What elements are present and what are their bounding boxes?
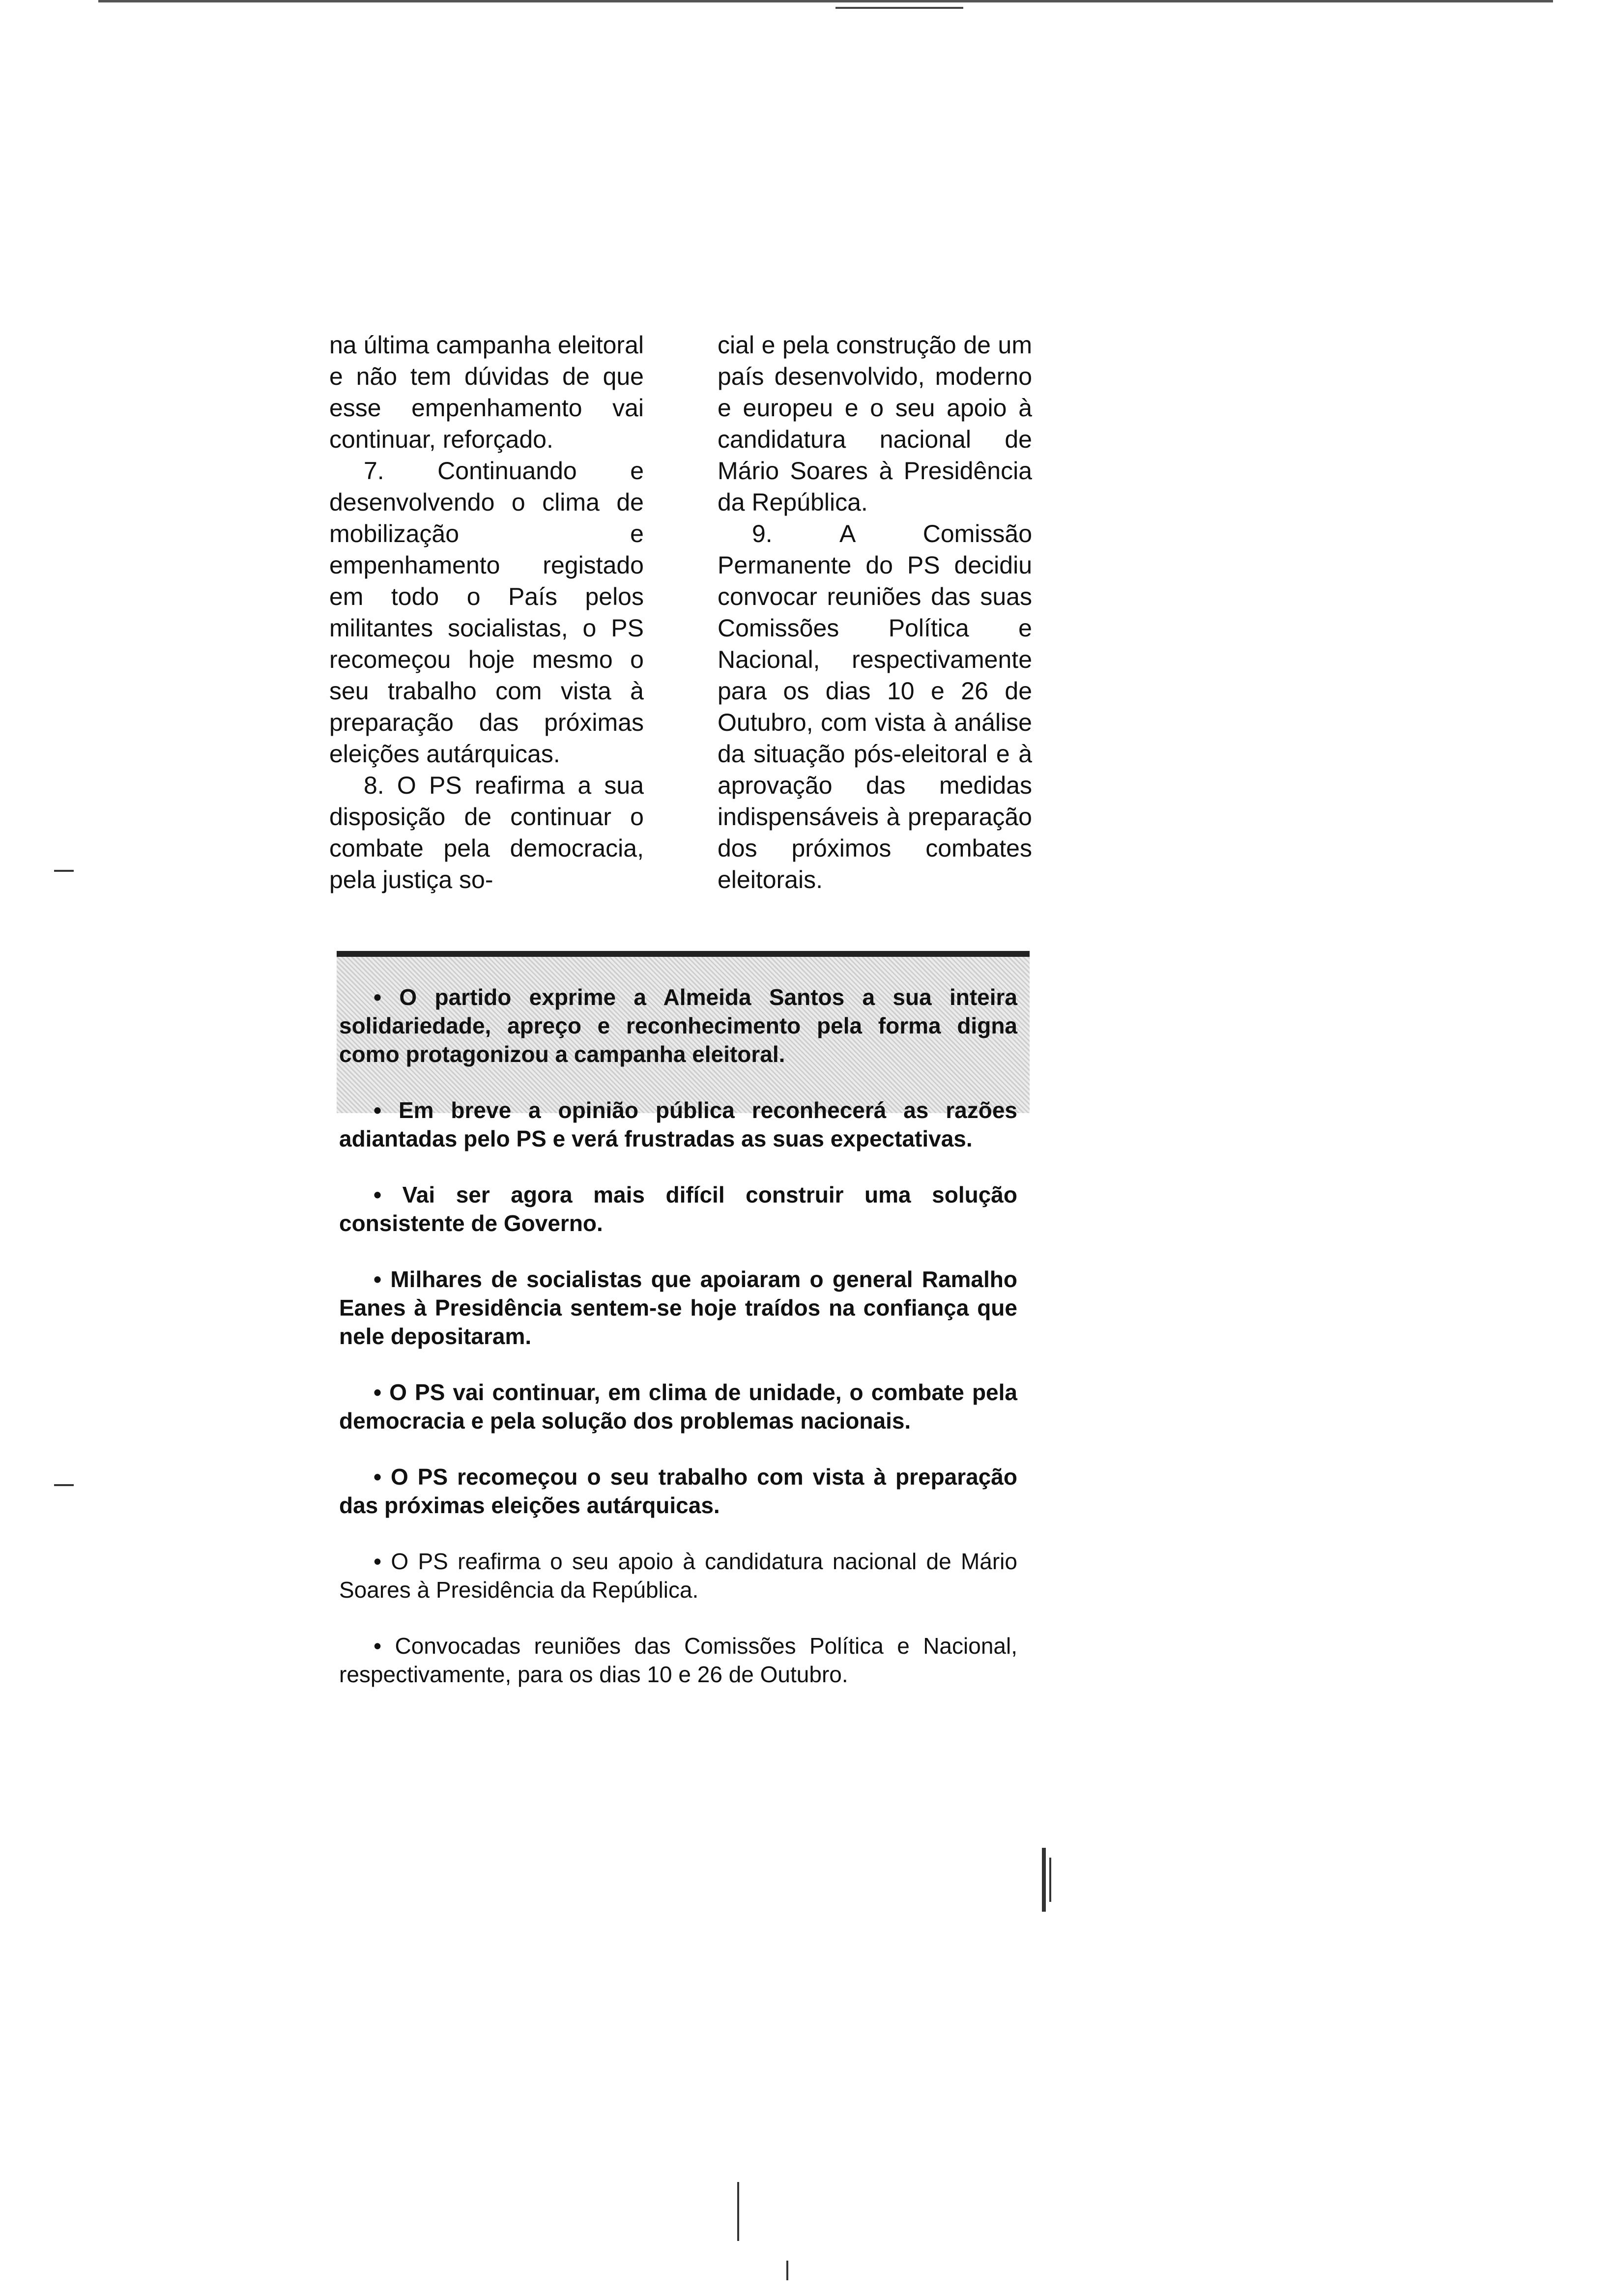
scan-margin-mark bbox=[54, 1484, 74, 1486]
highlight-item: • O PS vai continuar, em clima de unidade, o combate pela democracia e pela solução dos problemas nacionais. bbox=[339, 1379, 1017, 1434]
scan-margin-mark bbox=[1042, 1848, 1046, 1912]
highlight-item: • Vai ser agora mais difícil construir uma solução consistente de Governo. bbox=[339, 1182, 1017, 1236]
highlight-item: • Convocadas reuniões das Comissões Política e Nacional, respectivamente, para os dias 10 e 26 de Outubro. bbox=[339, 1633, 1017, 1687]
highlight-item: • O PS recomeçou o seu trabalho com vista à preparação das próximas eleições autárquicas. bbox=[339, 1464, 1017, 1518]
scan-margin-mark bbox=[54, 870, 74, 872]
scan-margin-mark bbox=[786, 2261, 788, 2280]
highlight-item: • Em breve a opinião pública reconhecerá as razões adiantadas pelo PS e verá frustradas as suas expectativas. bbox=[339, 1097, 1017, 1151]
article-columns bbox=[329, 329, 1032, 895]
article-body bbox=[329, 329, 1032, 895]
highlight-item: • O partido exprime a Almeida Santos a sua inteira solidariedade, apreço e reconhecimento pela forma digna como protagonizou a campanha eleitoral. bbox=[339, 984, 1017, 1067]
right-column bbox=[718, 329, 1032, 895]
paragraph-9: 9. A Comissão Permanente do PS decidiu convocar reuniões das suas Comissões Política e Nacional, respectivamente para os dias 10 e 26 de Outubro, com vista à análise da situação pós-eleitoral e à aprovação das medidas indispensáveis à preparação dos próximos combates eleitorais. bbox=[718, 520, 1032, 893]
paragraph-8: 8. O PS reafirma a sua disposição de continuar o combate pela democracia, pela justiça so- bbox=[329, 772, 644, 893]
highlights-box bbox=[339, 953, 1017, 1716]
paragraph-7: 7. Continuando e desenvolvendo o clima de mobilização e empenhamento registado em todo o País pelos militantes socialistas, o PS recomeçou hoje mesmo o seu trabalho com vista à preparação das próximas eleições autárquicas. bbox=[329, 457, 644, 768]
scan-margin-mark bbox=[737, 2182, 739, 2241]
left-column bbox=[329, 329, 644, 895]
highlight-item: • Milhares de socialistas que apoiaram o general Ramalho Eanes à Presidência sentem-se hoje traídos na confiança que nele depositaram. bbox=[339, 1266, 1017, 1349]
scan-margin-mark bbox=[1049, 1858, 1051, 1902]
highlight-item: • O PS reafirma o seu apoio à candidatura nacional de Mário Soares à Presidência da República. bbox=[339, 1549, 1017, 1603]
paragraph: na última campanha eleitoral e não tem dúvidas de que esse empenhamento vai continuar, reforçado. bbox=[329, 331, 644, 453]
paragraph: cial e pela construção de um país desenvolvido, moderno e europeu e o seu apoio à candidatura nacional de Mário Soares à Presidência da República. bbox=[718, 331, 1032, 516]
scan-edge-line bbox=[98, 0, 1553, 2]
scan-edge-mark bbox=[835, 7, 963, 9]
